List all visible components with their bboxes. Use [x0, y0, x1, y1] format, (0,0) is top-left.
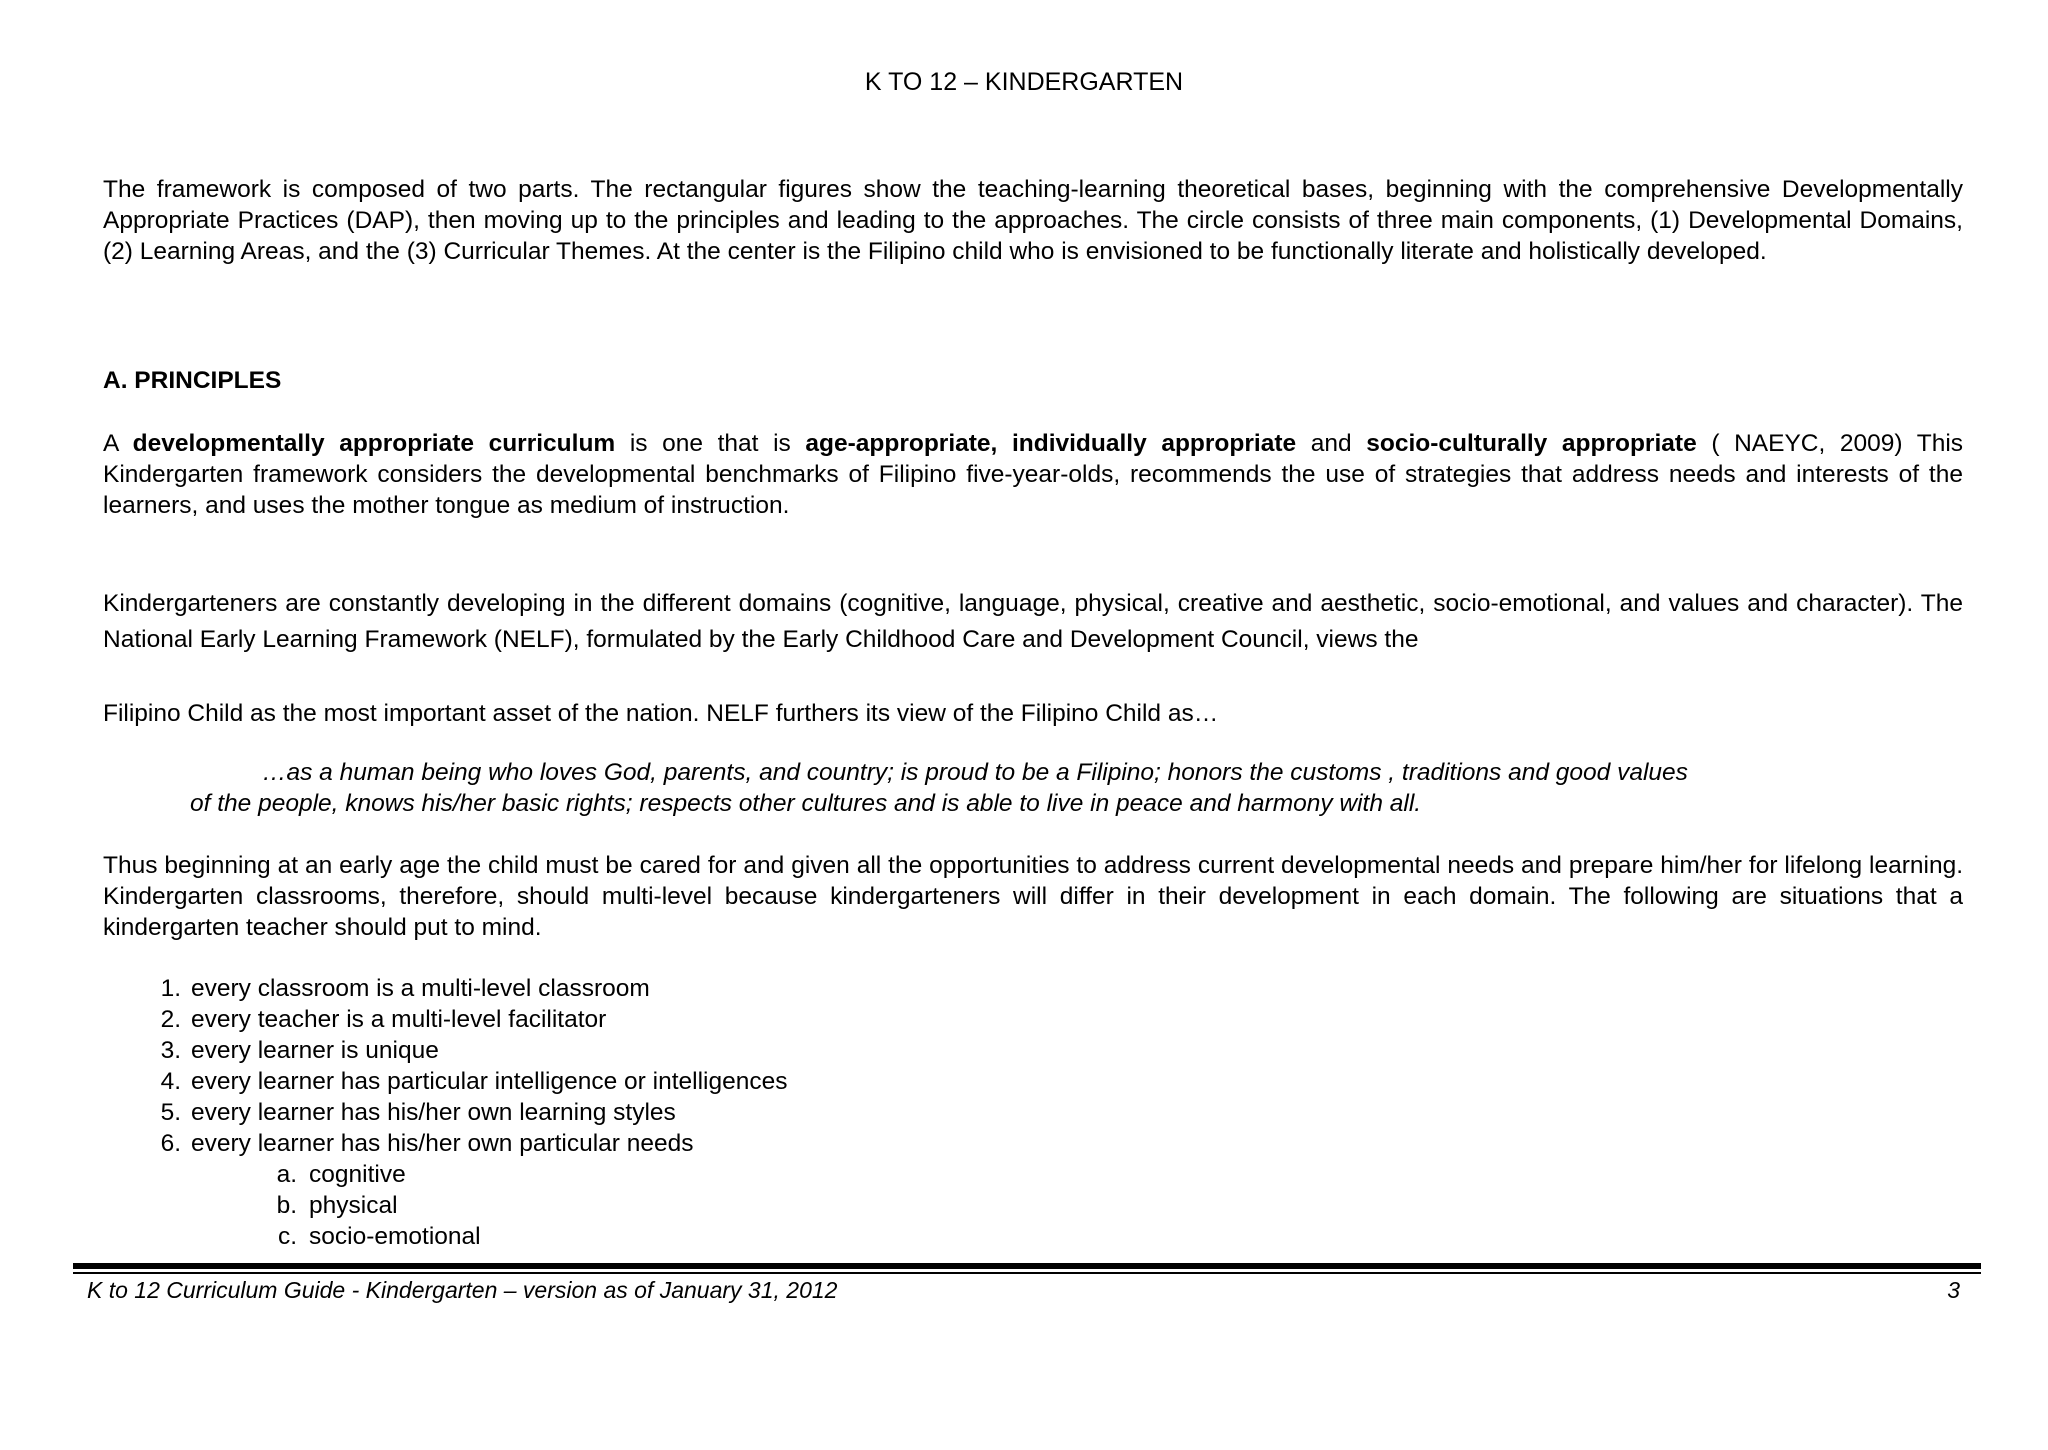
dap-text-3: and	[1296, 430, 1367, 457]
sublist-item-letter: b.	[276, 1192, 297, 1219]
dap-bold-2: age-appropriate, individually appropriate	[805, 430, 1297, 457]
needs-sublist	[191, 1159, 787, 1252]
list-item-number: 5.	[160, 1099, 181, 1126]
dap-text-2: is one that is	[615, 430, 806, 457]
list-item-number: 3.	[160, 1037, 181, 1064]
dap-text-1: A	[103, 430, 133, 457]
list-item-number: 4.	[160, 1068, 181, 1095]
list-item	[103, 973, 787, 1004]
intro-paragraph: The framework is composed of two parts. The rectangular figures show the teaching-learning theoretical bases, beginning with the comprehensive Developmentally Appropriate Practices (DAP), then moving up to the principles and leading to the approaches. The circle consists of three main components, (1) Developmental Domains, (2) Learning Areas, and the (3) Curricular Themes. At the center is the Filipino child who is envisioned to be functionally literate and holistically developed.	[103, 176, 1963, 265]
footer-divider-thick	[73, 1263, 1981, 1269]
sublist-item-letter: c.	[277, 1223, 297, 1250]
list-item-text: every classroom is a multi-level classroom	[191, 975, 650, 1002]
section-heading-principles: A. PRINCIPLES	[103, 367, 282, 394]
dap-text-4: ( NAEYC, 2009) This Kindergarten framework considers the developmental benchmarks of Filipino five-year-olds, recommends the use of strategies that address needs and interests of the learners, and uses the mother tongue as medium of instruction.	[103, 430, 1964, 519]
thus-paragraph: Thus beginning at an early age the child must be cared for and given all the opportunities to address current developmental needs and prepare him/her for lifelong learning. Kindergarten classrooms, therefore, should multi-level because kindergarteners will differ in their development in each domain. The following are situations that a kindergarten teacher should put to mind.	[103, 852, 1963, 941]
list-item	[103, 1128, 787, 1252]
quote-line-2: of the people, knows his/her basic rights; respects other cultures and is able to live in peace and harmony with all.	[190, 790, 1422, 817]
dap-paragraph	[103, 428, 1963, 521]
quote-line-1: …as a human being who loves God, parents, and country; is proud to be a Filipino; honors the customs , traditions and good values	[262, 759, 1688, 786]
list-item-text: every teacher is a multi-level facilitator	[191, 1006, 607, 1033]
footer-divider-thin	[73, 1272, 1981, 1274]
list-item	[103, 1004, 787, 1035]
footer-document-title: K to 12 Curriculum Guide - Kindergarten – version as of January 31, 2012	[87, 1277, 838, 1303]
filipino-child-paragraph: Filipino Child as the most important asset of the nation. NELF furthers its view of the Filipino Child as…	[103, 700, 1219, 727]
list-item	[103, 1066, 787, 1097]
sublist-item-letter: a.	[276, 1161, 297, 1188]
dap-bold-1: developmentally appropriate curriculum	[132, 430, 616, 457]
list-item	[103, 1035, 787, 1066]
list-item-number: 2.	[160, 1006, 181, 1033]
situations-list	[103, 973, 787, 1252]
sublist-item-text: cognitive	[309, 1161, 406, 1188]
list-item-text: every learner has particular intelligence or intelligences	[191, 1068, 788, 1095]
page-header: K TO 12 – KINDERGARTEN	[864, 68, 1184, 96]
nelf-quote	[190, 757, 1890, 819]
list-item-text: every learner has his/her own particular needs	[191, 1130, 694, 1157]
list-item	[103, 1097, 787, 1128]
sublist-item	[191, 1221, 787, 1252]
list-item-text: every learner has his/her own learning styles	[191, 1099, 676, 1126]
list-item-text: every learner is unique	[191, 1037, 439, 1064]
sublist-item-text: socio-emotional	[309, 1223, 481, 1250]
kindergarteners-paragraph: Kindergarteners are constantly developing in the different domains (cognitive, language, physical, creative and aesthetic, socio-emotional, and values and character). The National Early Learning Framework (NELF), formulated by the Early Childhood Care and Development Council, views the	[103, 590, 1963, 653]
sublist-item	[191, 1159, 787, 1190]
page-number: 3	[1947, 1277, 1960, 1303]
list-item-number: 6.	[160, 1130, 181, 1157]
sublist-item	[191, 1190, 787, 1221]
sublist-item-text: physical	[309, 1192, 398, 1219]
list-item-number: 1.	[160, 975, 181, 1002]
dap-bold-3: socio-culturally appropriate	[1366, 430, 1697, 457]
